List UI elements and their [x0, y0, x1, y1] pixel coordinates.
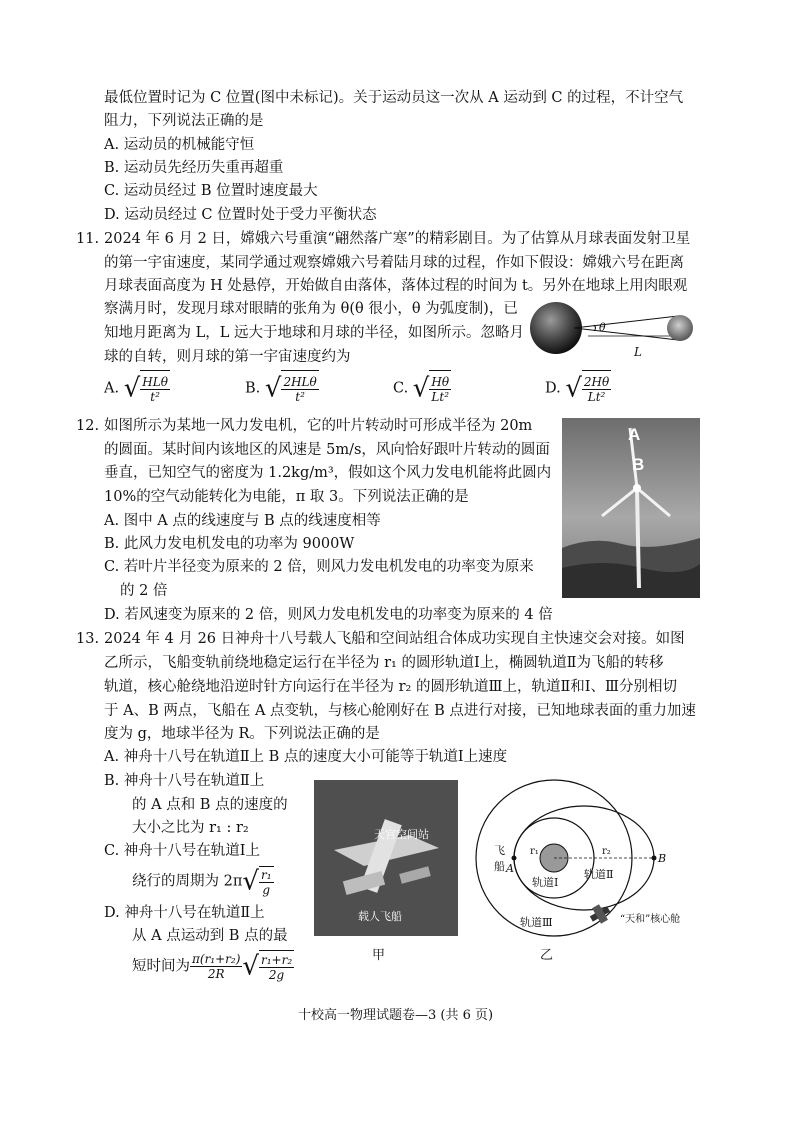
- core-module-label: “天和”核心舱: [620, 914, 681, 925]
- q13-option-a: A. 神舟十八号在轨道Ⅱ上 B 点的速度大小可能等于轨道Ⅰ上速度: [104, 749, 508, 765]
- q11-number: 11.: [76, 231, 100, 247]
- q13-line-2: 乙所示，飞船变轨前绕地稳定运行在半径为 r₁ 的圆形轨道Ⅰ上，椭圆轨道Ⅱ为飞船的转移: [104, 655, 664, 671]
- wind-turbine-photo: [562, 418, 700, 598]
- orbit-2-label: 轨道Ⅱ: [584, 868, 614, 881]
- q13-number: 13.: [76, 631, 100, 647]
- theta-label: θ: [599, 321, 606, 334]
- q10-option-b: B. 运动员先经历失重再超重: [104, 160, 284, 176]
- q13-line-3: 轨道，核心舱绕地沿逆时针方向运行在半径为 r₂ 的圆形轨道Ⅲ上，轨道Ⅱ和Ⅰ、Ⅲ分别相切: [104, 679, 678, 695]
- q12-option-c-cont: 的 2 倍: [120, 583, 168, 599]
- q11-line-5: 知地月距离为 L，L 远大于地球和月球的半径，如图所示。忽略月: [104, 325, 524, 341]
- orbit-3-label: 轨道Ⅲ: [520, 916, 553, 929]
- ship-char-1: 飞: [494, 844, 505, 857]
- q11-option-c: C. √ $\frac{H\theta}{\text{Lt²}}$: [393, 370, 451, 407]
- q13-option-b-line-1: B. 神舟十八号在轨道Ⅱ上: [104, 773, 265, 789]
- q13-option-d-line-3: 短时间为 $\frac{\text{π(r₁+r₂)}}{2R}$ √ $\frac{\text{r₁+r₂}}{2g}$: [132, 951, 293, 982]
- q13-option-b-line-3: 大小之比为 r₁ : r₂: [132, 820, 249, 836]
- q11-line-6: 球的自转，则月球的第一宇宙速度约为: [104, 349, 351, 365]
- q13-line-5: 度为 g，地球半径为 R。下列说法正确的是: [104, 726, 380, 742]
- r1-label: r₁: [530, 846, 539, 857]
- orbit-1-label: 轨道Ⅰ: [532, 876, 559, 889]
- q11-option-a: A. √ $\frac{\text{HLθ}}{\text{t²}}$: [104, 370, 170, 407]
- q10-line-1: 最低位置时记为 C 位置(图中未标记)。关于运动员这一次从 A 运动到 C 的过程，不计空气: [104, 90, 684, 106]
- point-a-label: A: [628, 425, 641, 444]
- q12-option-d: D. 若风速变为原来的 2 倍，则风力发电机发电的功率变为原来的 4 倍: [104, 607, 553, 623]
- q12-option-b: B. 此风力发电机发电的功率为 9000W: [104, 536, 355, 552]
- ship-char-2: 船: [494, 860, 505, 873]
- q11-line-2: 的第一宇宙速度，某同学通过观察嫦娥六号着陆月球的过程，作如下假设：嫦娥六号在距离: [104, 255, 684, 271]
- space-station-photo: [314, 780, 458, 936]
- q11-option-d: D. √ $\frac{2H\theta}{\text{Lt²}}$: [545, 370, 611, 407]
- earth-moon-figure: [528, 298, 704, 364]
- page-footer: 十校高一物理试题卷—3 (共 6 页): [298, 1008, 494, 1023]
- q11-option-b: B. √ $\frac{\text{2HLθ}}{\text{t²}}$: [245, 370, 319, 407]
- q12-line-4: 10%的空气动能转化为电能，π 取 3。下列说法正确的是: [104, 489, 469, 505]
- q13-option-c-line-1: C. 神舟十八号在轨道Ⅰ上: [104, 843, 261, 859]
- point-b-label: B: [632, 455, 645, 474]
- q13-line-1: 2024 年 4 月 26 日神舟十八号载人飞船和空间站组合体成功实现自主快速交会对接。如图: [104, 631, 685, 647]
- q10-option-d: D. 运动员经过 C 位置时处于受力平衡状态: [104, 207, 377, 223]
- point-b: B: [658, 852, 667, 865]
- distance-label: L: [634, 345, 642, 359]
- q12-option-a: A. 图中 A 点的线速度与 B 点的线速度相等: [104, 513, 381, 529]
- q11-line-4: 察满月时，发现月球对眼睛的张角为 θ(θ 很小，θ 为弧度制)，已: [104, 301, 518, 317]
- moon-circle: [667, 315, 693, 341]
- q11-line-1: 2024 年 6 月 2 日，嫦娥六号重演“翩然落广寒”的精彩剧目。为了估算从月球表面发射卫星: [104, 231, 691, 247]
- ship-label: 载人飞船: [358, 910, 402, 923]
- station-label: 天宫空间站: [374, 828, 429, 841]
- q12-line-1: 如图所示为某地一风力发电机，它的叶片转动时可形成半径为 20m: [104, 418, 533, 434]
- point-a: A: [506, 862, 514, 875]
- q10-option-a: A. 运动员的机械能守恒: [104, 137, 255, 153]
- q10-line-2: 阻力，下列说法正确的是: [104, 113, 264, 129]
- q13-option-c-line-2: 绕行的周期为 2π√ $\frac{\text{r₁}}{g}$: [132, 866, 272, 897]
- q10-option-c: C. 运动员经过 B 位置时速度最大: [104, 183, 318, 199]
- q12-option-c: C. 若叶片半径变为原来的 2 倍，则风力发电机发电的功率变为原来: [104, 559, 534, 575]
- caption-yi: 乙: [540, 948, 554, 963]
- q13-option-d-line-2: 从 A 点运动到 B 点的最: [132, 928, 288, 944]
- q13-line-4: 于 A、B 两点，飞船在 A 点变轨，与核心舱刚好在 B 点进行对接，已知地球表面的重力加速: [104, 703, 696, 719]
- q13-option-b-line-2: 的 A 点和 B 点的速度的: [132, 797, 288, 813]
- caption-jia: 甲: [372, 948, 386, 963]
- q12-line-2: 的圆面。某时间内该地区的风速是 5m/s，风向恰好跟叶片转动的圆面: [104, 442, 550, 458]
- q13-option-d-line-1: D. 神舟十八号在轨道Ⅱ上: [104, 905, 265, 921]
- r2-label: r₂: [602, 846, 611, 857]
- core-module-icon: [587, 901, 613, 927]
- q11-line-3: 月球表面高度为 H 处悬停，开始做自由落体，落体过程的时间为 t。另外在地球上用肉眼观: [104, 278, 688, 294]
- q12-line-3: 垂直，已知空气的密度为 1.2kg/m³，假如这个风力发电机能将此圆内: [104, 465, 552, 481]
- orbit-diagram: [472, 778, 698, 964]
- q12-number: 12.: [76, 418, 100, 434]
